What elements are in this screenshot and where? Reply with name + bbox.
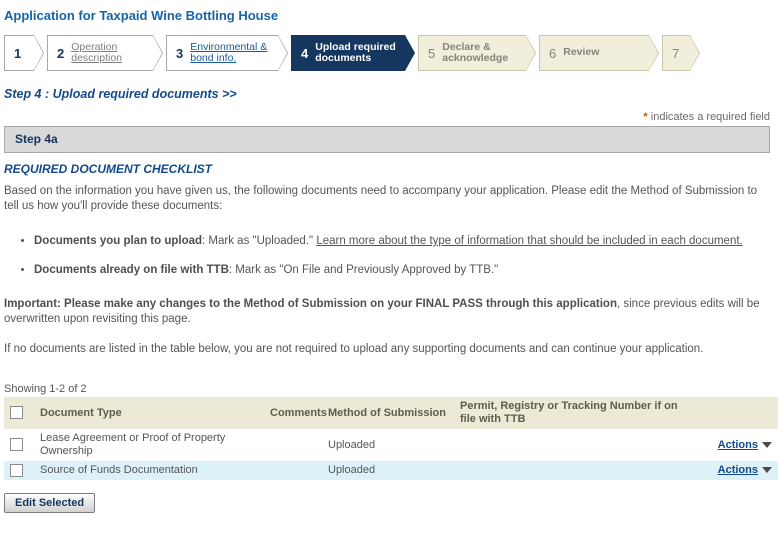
wizard-step-1[interactable]	[4, 35, 34, 71]
checklist-intro: Based on the information you have given us, the following documents need to accompany your application. Please edit the Method of Submission to tell us how you'll provide these documents:	[4, 185, 758, 212]
row-2-actions-link[interactable]: Actions	[717, 464, 758, 477]
important-note-bold: Important: Please make any changes to the Method of Submission on your FINAL PASS through this application	[4, 298, 617, 310]
showing-count: Showing 1-2 of 2	[4, 383, 87, 395]
wizard-step-2-number: 2	[57, 45, 65, 61]
col-document-type: Document Type	[34, 397, 264, 429]
page-title: Application for Taxpaid Wine Bottling House	[4, 8, 279, 23]
checklist-bullets	[4, 230, 770, 281]
chevron-down-icon[interactable]	[762, 467, 772, 473]
col-comments: Comments	[264, 397, 322, 429]
section-bar-step4a: Step 4a	[4, 126, 770, 153]
wizard-step-7	[662, 35, 690, 71]
row-2-method: Uploaded	[322, 461, 454, 480]
documents-table	[4, 397, 778, 480]
row-1-comments	[264, 429, 322, 461]
learn-more-link[interactable]: Learn more about the type of information that should be included in each document.	[316, 235, 743, 247]
row-1-actions-link[interactable]: Actions	[717, 438, 758, 451]
row-2-document-type: Source of Funds Documentation	[34, 461, 264, 480]
wizard-step-4-number: 4	[301, 45, 309, 61]
row-2-permit	[454, 461, 699, 480]
wizard-step-4-active	[291, 35, 405, 71]
bullet-on-file-text: : Mark as "On File and Previously Approved by TTB."	[228, 264, 499, 276]
important-note-rest: , since previous edits will be overwritten upon revisiting this page.	[4, 298, 760, 325]
step-heading: Step 4 : Upload required documents >>	[4, 87, 237, 101]
bullet-on-file-bold: Documents already on file with TTB	[34, 264, 229, 276]
row-1-permit	[454, 429, 699, 461]
bullet-upload-bold: Documents you plan to upload	[34, 235, 203, 247]
required-note-text: indicates a required field	[647, 111, 770, 123]
wizard-step-3-number: 3	[176, 45, 184, 61]
wizard-step-5-label: Declare & acknowledge	[442, 40, 509, 64]
no-documents-note: If no documents are listed in the table below, you are not required to upload any supporting documents and can continue your application.	[4, 343, 704, 355]
col-method-of-submission: Method of Submission	[322, 397, 454, 429]
row-2-checkbox[interactable]	[10, 464, 23, 477]
bullet-on-file	[34, 259, 770, 281]
edit-selected-button[interactable]: Edit Selected	[4, 493, 95, 513]
chevron-down-icon[interactable]	[762, 442, 772, 448]
required-field-note	[4, 111, 770, 123]
select-all-checkbox[interactable]	[10, 406, 23, 419]
checklist-heading: REQUIRED DOCUMENT CHECKLIST	[4, 162, 213, 176]
bullet-upload-text: : Mark as "Uploaded."	[202, 235, 317, 247]
row-1-method: Uploaded	[322, 429, 454, 461]
wizard-step-3[interactable]	[166, 35, 278, 71]
wizard-step-6-label: Review	[563, 46, 600, 59]
row-1-checkbox[interactable]	[10, 438, 23, 451]
wizard-step-6	[539, 35, 649, 71]
table-row	[4, 429, 778, 461]
progress-wizard	[4, 35, 770, 71]
wizard-step-6-number: 6	[549, 45, 557, 61]
wizard-step-5	[418, 35, 526, 71]
table-header-row	[4, 397, 778, 429]
table-row	[4, 461, 778, 480]
important-note	[4, 297, 770, 327]
wizard-step-2[interactable]	[47, 35, 153, 71]
bullet-upload	[34, 230, 770, 252]
wizard-step-1-number: 1	[14, 45, 22, 61]
col-actions	[699, 397, 778, 429]
wizard-step-7-number: 7	[672, 45, 680, 61]
row-1-document-type: Lease Agreement or Proof of Property Ownership	[34, 429, 264, 461]
wizard-step-4-label: Upload required documents	[315, 40, 396, 64]
wizard-step-3-link[interactable]: Environmental & bond info.	[190, 40, 268, 64]
row-2-comments	[264, 461, 322, 480]
required-asterisk: *	[643, 111, 648, 123]
wizard-step-5-number: 5	[428, 45, 436, 61]
wizard-step-2-link[interactable]: Operation description	[71, 40, 123, 64]
col-permit-number: Permit, Registry or Tracking Number if on file with TTB	[454, 397, 699, 429]
